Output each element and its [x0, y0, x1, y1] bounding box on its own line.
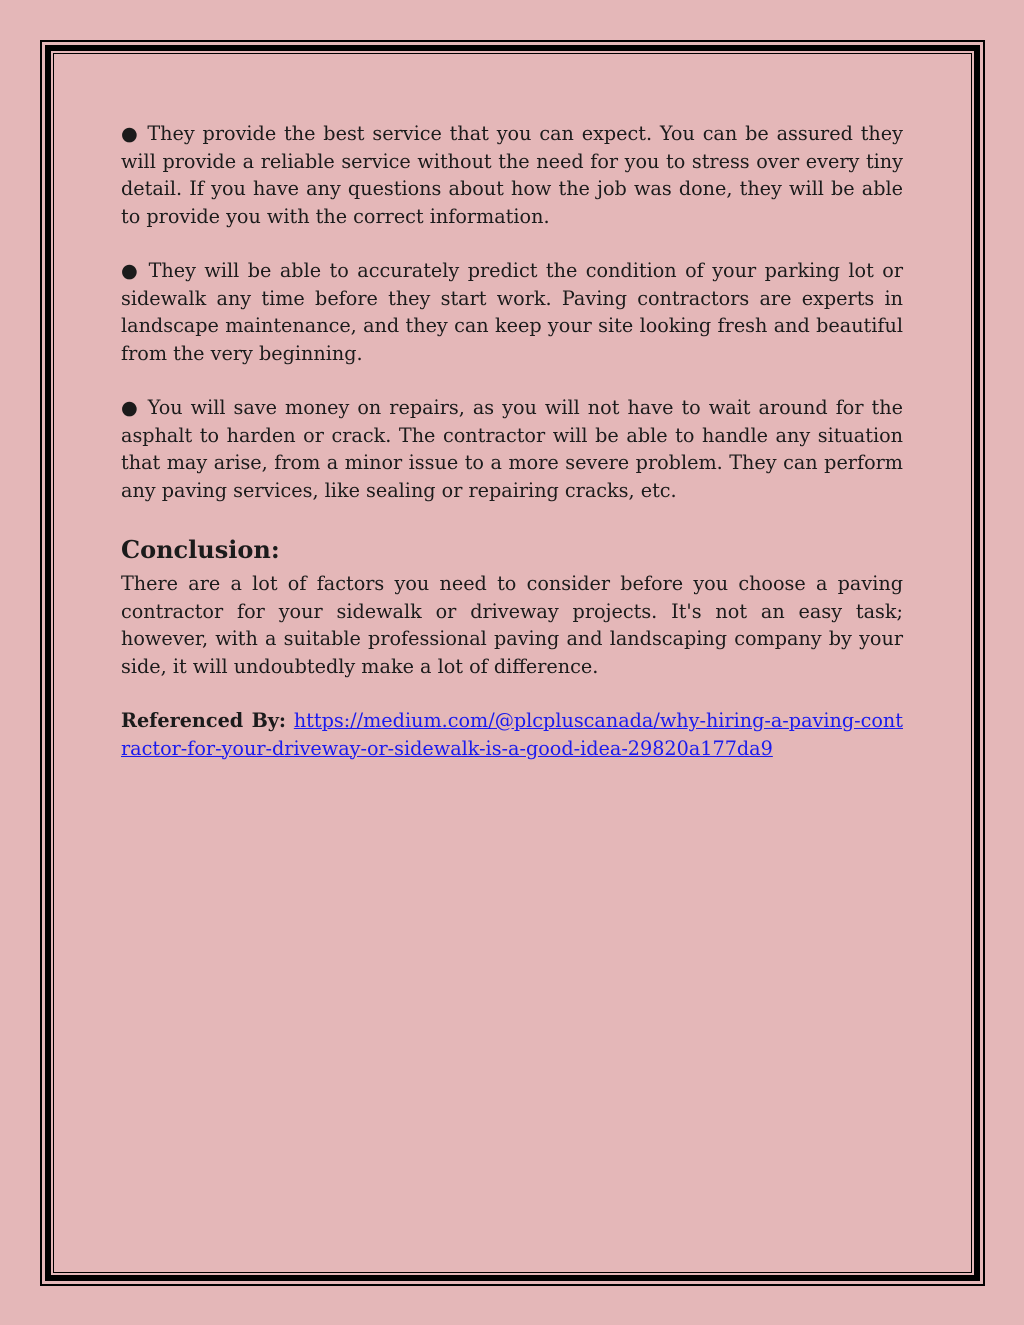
bullet-marker: ●: [121, 396, 140, 419]
bullet-text: They provide the best service that you can expect. You can be assured they will provide a reliable service without the need for you to stress over every tiny detail. If you have any questions about how the job was done, they will be able to provide you with the correct information.: [121, 122, 903, 228]
reference-label: Referenced By:: [121, 709, 287, 732]
bullet-paragraph-1: [121, 120, 903, 230]
reference-line: [121, 707, 903, 762]
bullet-text: You will save money on repairs, as you will not have to wait around for the asphalt to harden or crack. The contractor will be able to handle any situation that may arise, from a minor issue to a more severe problem. They can perform any paving services, like sealing or repairing cracks, etc.: [121, 396, 903, 502]
document-body: [121, 120, 903, 762]
bullet-marker: ●: [121, 122, 140, 145]
bullet-text: They will be able to accurately predict the condition of your parking lot or sidewalk any time before they start work. Paving contractors are experts in landscape maintenance, and they can keep your site looking fresh and beautiful from the very beginning.: [121, 259, 903, 365]
conclusion-heading: Conclusion:: [121, 535, 280, 564]
reference-link[interactable]: https://medium.com/@plcpluscanada/why-hiring-a-paving-contractor-for-your-driveway-or-sidewalk-is-a-good-idea-29820a177da9: [121, 709, 903, 760]
bullet-paragraph-2: [121, 257, 903, 367]
conclusion-paragraph: There are a lot of factors you need to consider before you choose a paving contractor for your sidewalk or driveway projects. It's not an easy task; however, with a suitable professional paving and landscaping company by your side, it will undoubtedly make a lot of difference.: [121, 572, 903, 678]
bullet-marker: ●: [121, 259, 141, 282]
bullet-paragraph-3: [121, 394, 903, 504]
